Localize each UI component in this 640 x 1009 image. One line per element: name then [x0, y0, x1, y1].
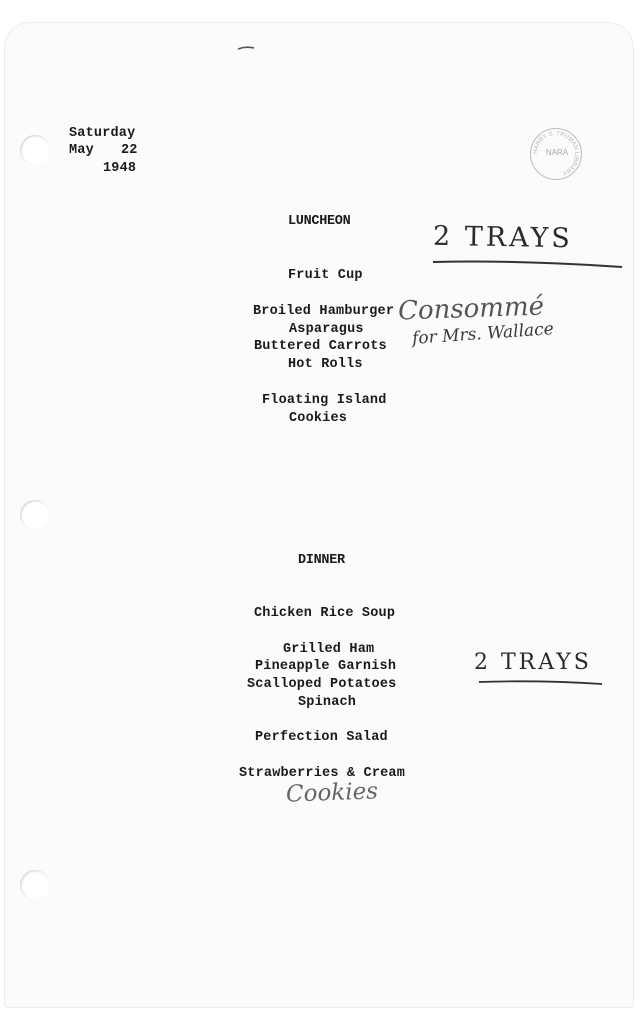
luncheon-item: Fruit Cup: [288, 268, 363, 283]
date-month: May: [69, 143, 94, 158]
dinner-trays-note: 2 TRAYS: [474, 650, 592, 675]
dinner-item: Grilled Ham: [283, 642, 375, 657]
luncheon-trays-note: 2 TRAYS: [432, 220, 574, 255]
dinner-heading: DINNER: [298, 553, 345, 568]
dinner-item: Spinach: [298, 695, 357, 710]
consomme-note: Consommé: [397, 291, 545, 327]
stamp-center-text: NARA: [545, 148, 569, 157]
luncheon-item: Asparagus: [289, 322, 364, 337]
consomme-for-note: for Mrs. Wallace: [411, 319, 555, 349]
binder-hole-middle: [20, 500, 50, 530]
dinner-item: Strawberries & Cream: [239, 766, 406, 781]
luncheon-item: Cookies: [289, 411, 348, 426]
pencil-mark: [236, 44, 256, 52]
cookies-note: Cookies: [285, 778, 379, 808]
dinner-item: Pineapple Garnish: [255, 659, 397, 674]
dinner-item: Scalloped Potatoes: [247, 677, 397, 692]
dinner-item: Perfection Salad: [255, 730, 388, 745]
luncheon-item: Broiled Hamburger: [253, 304, 395, 319]
date-number: 22: [121, 143, 138, 158]
luncheon-heading: LUNCHEON: [288, 214, 351, 229]
archive-stamp: [530, 128, 582, 180]
date-day: Saturday: [69, 126, 136, 141]
dinner-item: Chicken Rice Soup: [254, 606, 396, 621]
luncheon-trays-underline: [430, 257, 626, 271]
binder-hole-top: [20, 135, 50, 165]
date-year: 1948: [103, 161, 137, 176]
luncheon-item: Buttered Carrots: [254, 339, 387, 354]
luncheon-item: Floating Island: [262, 393, 387, 408]
binder-hole-bottom: [20, 870, 50, 900]
dinner-trays-underline: [476, 678, 606, 688]
stamp-ring-text: HARRY S. TRUMAN LIBRARY: [532, 130, 580, 176]
luncheon-item: Hot Rolls: [288, 357, 363, 372]
